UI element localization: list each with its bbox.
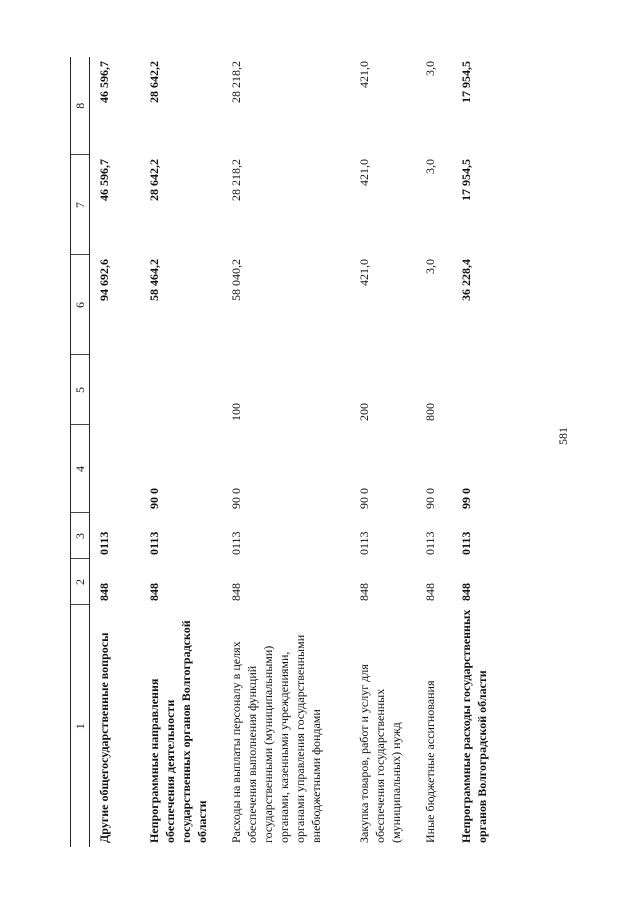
program-code: 90 0 — [357, 488, 371, 509]
column-header: 6 — [71, 255, 90, 355]
program-code: 90 0 — [147, 488, 161, 509]
total-amount: 94 692,6 — [97, 259, 111, 301]
column-header: 4 — [71, 425, 90, 513]
row-name: Непрограммные расходы государственных органов Волгоградской области — [459, 609, 489, 843]
table-row — [140, 57, 222, 847]
admin-code: 848 — [147, 583, 161, 601]
section-code: 0113 — [357, 531, 371, 555]
total-amount: 3,0 — [423, 259, 437, 274]
year2-amount: 28 642,2 — [147, 61, 161, 103]
column-header: 3 — [71, 513, 90, 559]
year1-amount: 3,0 — [423, 159, 437, 174]
year2-amount: 3,0 — [423, 61, 437, 76]
year1-amount: 17 954,5 — [459, 159, 473, 201]
section-code: 0113 — [459, 531, 473, 555]
column-header: 2 — [71, 559, 90, 605]
program-code: 90 0 — [229, 488, 243, 509]
total-amount: 58 040,2 — [229, 259, 243, 301]
total-amount: 36 228,4 — [459, 259, 473, 301]
column-header: 1 — [71, 605, 90, 847]
expense-type-code: 800 — [423, 403, 437, 421]
section-code: 0113 — [97, 531, 111, 555]
section-code: 0113 — [147, 531, 161, 555]
expense-type-code — [452, 355, 516, 425]
total-amount: 421,0 — [357, 259, 371, 286]
budget-table-frame — [70, 57, 560, 847]
year2-amount: 17 954,5 — [459, 61, 473, 103]
year1-amount: 421,0 — [357, 159, 371, 186]
column-header: 8 — [71, 57, 90, 155]
year2-amount: 46 596,7 — [97, 61, 111, 103]
program-code: 90 0 — [423, 488, 437, 509]
year2-amount: 421,0 — [357, 61, 371, 88]
expense-type-code: 100 — [229, 403, 243, 421]
expense-type-code — [140, 355, 222, 425]
year1-amount: 28 218,2 — [229, 159, 243, 201]
admin-code: 848 — [423, 583, 437, 601]
row-name: Другие общегосударственные вопросы — [97, 632, 111, 843]
program-code: 99 0 — [459, 488, 473, 509]
page-number: 581 — [556, 427, 570, 445]
total-amount: 58 464,2 — [147, 259, 161, 301]
column-header: 7 — [71, 155, 90, 255]
column-header: 5 — [71, 355, 90, 425]
table-row — [416, 57, 452, 847]
row-name: Закупка товаров, работ и услуг для обеспечения государственных (муниципальных) нужд — [357, 664, 403, 843]
expense-type-code — [90, 355, 141, 425]
program-code — [90, 425, 141, 513]
year2-amount: 28 218,2 — [229, 61, 243, 103]
section-code: 0113 — [229, 531, 243, 555]
section-code: 0113 — [423, 531, 437, 555]
row-name: Расходы на выплаты персоналу в целях обеспечения выполнения функций государственными (муниципальными) органами, казенными учреждениями, органами управления государственными внебюджетными фондами — [229, 634, 323, 843]
budget-table — [70, 57, 516, 847]
admin-code: 848 — [357, 583, 371, 601]
table-row — [350, 57, 416, 847]
year1-amount: 28 642,2 — [147, 159, 161, 201]
admin-code: 848 — [459, 583, 473, 601]
row-name: Иные бюджетные ассигнования — [423, 680, 437, 843]
table-row — [222, 57, 350, 847]
table-row — [452, 57, 516, 847]
row-name: Непрограммные направления обеспечения деятельности государственных органов Волгоградской области — [147, 620, 209, 843]
admin-code: 848 — [97, 583, 111, 601]
admin-code: 848 — [229, 583, 243, 601]
expense-type-code: 200 — [357, 403, 371, 421]
column-number-row — [71, 57, 90, 847]
year1-amount: 46 596,7 — [97, 159, 111, 201]
table-row — [90, 57, 141, 847]
